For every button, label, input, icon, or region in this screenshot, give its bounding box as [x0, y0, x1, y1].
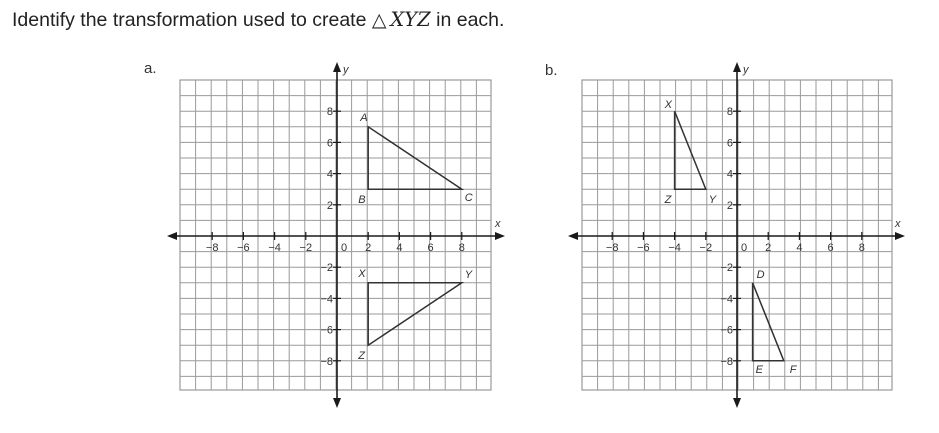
- y-tick-label: −8: [320, 355, 333, 368]
- y-tick-label: 2: [726, 199, 733, 212]
- vertex-label-y: Y: [464, 268, 473, 281]
- x-tick-label: 0: [341, 242, 348, 254]
- y-tick-label: −2: [720, 262, 733, 275]
- part-a-label: a.: [144, 60, 157, 77]
- x-tick-label: −6: [237, 242, 250, 254]
- vertex-label-z: Z: [664, 194, 672, 207]
- y-tick-label: 6: [326, 137, 333, 150]
- y-tick-label: −4: [720, 293, 733, 306]
- y-tick-label: 8: [726, 106, 733, 119]
- vertex-label-f: F: [789, 363, 797, 376]
- y-axis-name: y: [743, 64, 749, 76]
- vertex-label-d: D: [756, 268, 765, 281]
- x-axis-name: x: [495, 218, 501, 230]
- prompt-text-after: in each.: [430, 9, 505, 31]
- x-tick-label: −4: [268, 242, 281, 254]
- y-tick-label: −8: [720, 355, 733, 368]
- vertex-label-z: Z: [358, 350, 365, 363]
- y-tick-label: 6: [726, 137, 733, 150]
- y-tick-label: −6: [720, 324, 733, 337]
- x-tick-label: −4: [668, 242, 681, 254]
- y-axis-name: y: [343, 64, 349, 76]
- vertex-label-c: C: [464, 192, 473, 205]
- triangle-def: [753, 283, 784, 361]
- triangle-symbol: △: [371, 9, 387, 31]
- x-tick-label: 8: [458, 242, 465, 254]
- x-axis-name: x: [895, 218, 901, 230]
- y-tick-label: 8: [326, 106, 333, 119]
- x-tick-label: −2: [699, 242, 713, 254]
- vertex-label-y: Y: [708, 194, 717, 207]
- prompt-text-before: Identify the transformation used to create: [12, 9, 372, 31]
- vertex-label-x: X: [358, 267, 366, 280]
- x-tick-label: −8: [605, 242, 619, 254]
- x-tick-label: 6: [827, 242, 834, 254]
- vertex-label-b: B: [358, 194, 366, 207]
- y-axis-arrow-up: [733, 62, 741, 72]
- part-b-label: b.: [545, 62, 558, 79]
- y-tick-label: 2: [326, 199, 333, 212]
- x-tick-label: −6: [637, 242, 650, 254]
- x-tick-label: 0: [741, 242, 748, 254]
- x-tick-label: −2: [299, 242, 313, 254]
- triangle-xyz: [675, 111, 706, 189]
- y-axis-arrow-down: [733, 398, 741, 408]
- vertex-label-e: E: [755, 363, 763, 376]
- x-tick-label: 4: [396, 242, 403, 254]
- y-tick-label: −4: [320, 293, 333, 306]
- y-tick-label: −2: [320, 262, 333, 275]
- triangle-name: XYZ: [390, 8, 431, 31]
- vertex-label-x: X: [664, 99, 672, 112]
- y-tick-label: −6: [320, 324, 333, 337]
- x-tick-label: 8: [858, 242, 865, 254]
- vertex-label-a: A: [360, 111, 368, 124]
- x-tick-label: 6: [427, 242, 434, 254]
- x-axis-arrow-left: [568, 232, 578, 240]
- y-tick-label: 4: [326, 168, 333, 181]
- y-tick-label: 4: [726, 168, 733, 181]
- x-tick-label: 2: [365, 242, 372, 254]
- x-tick-label: 2: [765, 242, 772, 254]
- x-tick-label: 4: [796, 242, 803, 254]
- x-tick-label: −8: [205, 242, 219, 254]
- x-axis-arrow-right: [895, 232, 905, 240]
